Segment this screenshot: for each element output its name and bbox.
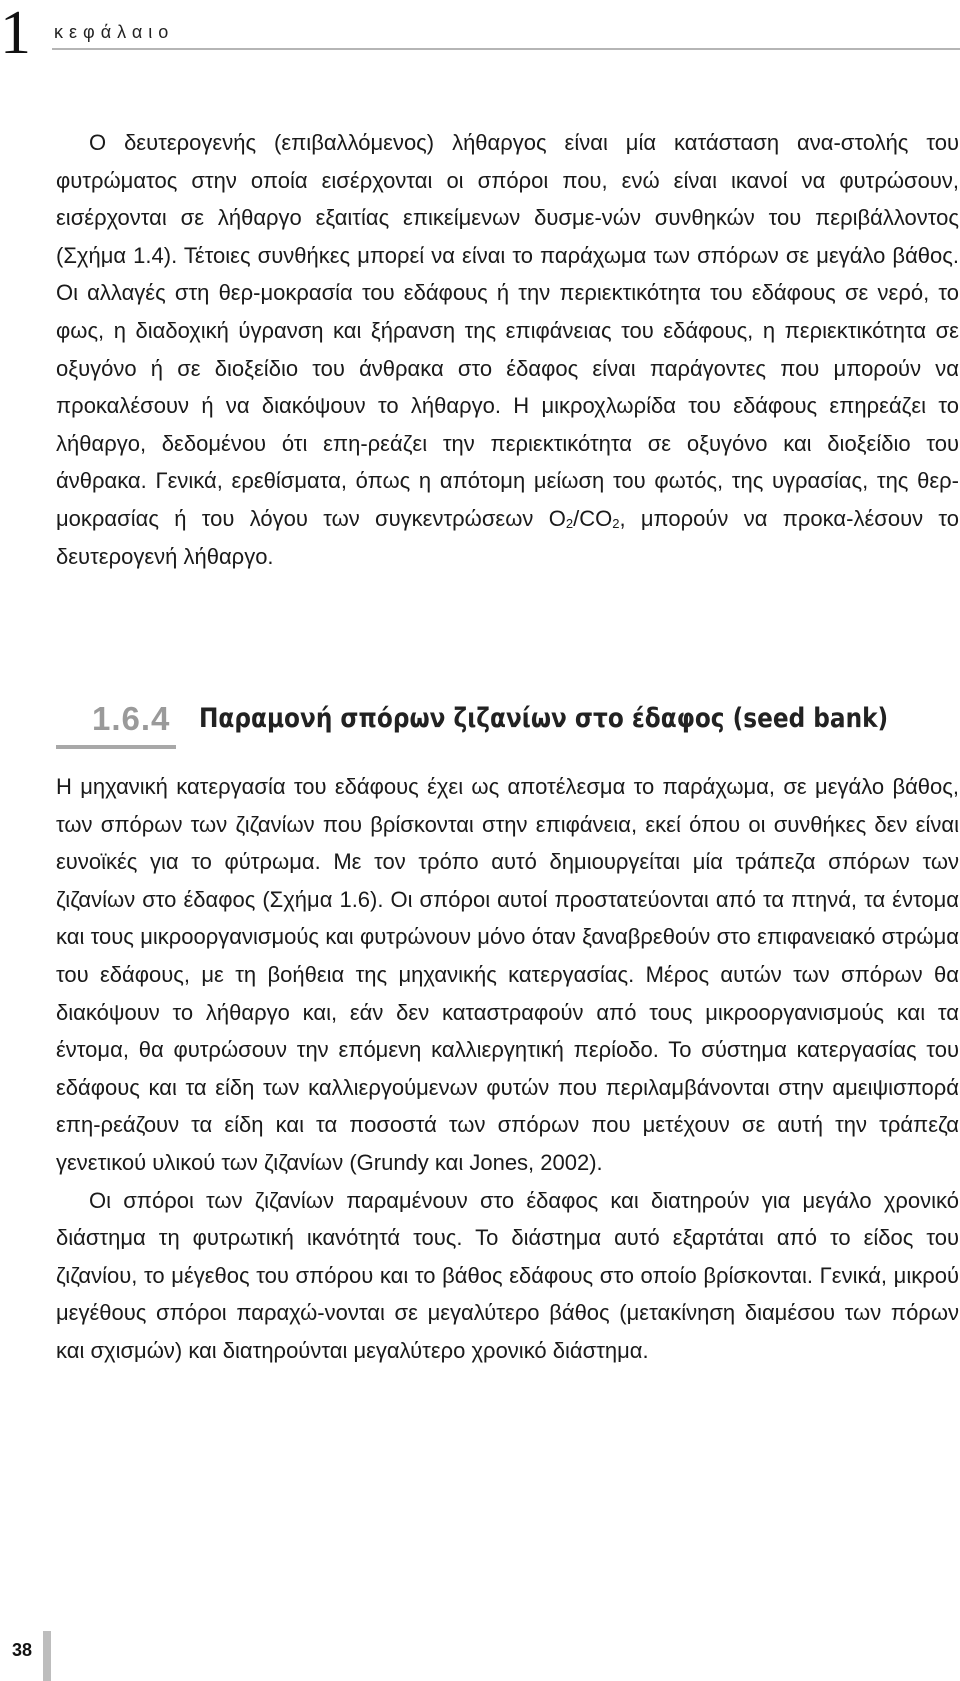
chapter-number: 1 — [0, 0, 31, 67]
header-divider — [52, 48, 960, 50]
page-number: 38 — [12, 1640, 33, 1660]
paragraph-segment: Ο δευτερογενής (επιβαλλόμενος) λήθαργος είναι μία κατάσταση ανα-στολής του φυτρώματος στην οποία εισέρχονται οι σπόροι που, ενώ είναι ικανοί να φυτρώσουν, εισέρχονται σε λήθαργο εξαιτίας επικείμενων δυσμε-νών συνθηκών του περιβάλλοντος (Σχήμα 1.4). Τέτοιες συνθήκες μπορεί να είναι το παράχωμα των σπόρων σε μεγάλο βάθος. Οι αλλαγές στη θερ-μοκρασία του εδάφους ή την περιεκτικότητα του εδάφους σε νερό, το φως, η διαδοχική ύγρανση και ξήρανση της επιφάνειας του εδάφους, η περιεκτικότητα σε οξυγόνο ή σε διοξείδιο του άνθρακα στο έδαφος είναι παράγοντες που μπορούν να προκαλέσουν ή να διακόψουν το λήθαργο. Η μικροχλωρίδα του εδάφους επηρεάζει το λήθαργο, δεδομένου ότι επη-ρεάζει την περιεκτικότητα σε οξυγόνο και διοξείδιο του άνθρακα. Γενικά, ερεθίσματα, όπως η απότομη μείωση του φωτός, της υγρασίας, της θερ-μοκρασίας ή του λόγου των συγκεντρώσεων O — [56, 130, 959, 531]
paragraph-seed-bank: Η μηχανική κατεργασία του εδάφους έχει ως αποτέλεσμα το παράχωμα, σε μεγάλο βάθος, των σπόρων των ζιζανίων που βρίσκονται στην επιφάνεια, εκεί όπου οι συνθήκες δεν είναι ευνοϊκές για το φύτρωμα. Με τον τρόπο αυτό δημιουργείται μία τράπεζα σπόρων των ζιζανίων στο έδαφος (Σχήμα 1.6). Οι σπόροι αυτοί προστατεύονται από τα πτηνά, τα έντομα και τους μικροοργανισμούς και φυτρώνουν μόνο όταν ξαναβρεθούν στο επιφανειακό στρώμα του εδάφους, με τη βοήθεια της μηχανικής κατεργασίας. Μέρος αυτών των σπόρων θα διακόψουν το λήθαργο και, εάν δεν καταστραφούν από τους μικροοργανισμούς και τα έντομα, θα φυτρώσουν την επόμενη καλλιεργητική περίοδο. Το σύστημα κατεργασίας του εδάφους και τα είδη των καλλιεργούμενων φυτών που περιλαμβάνονται στην αμειψισπορά επη-ρεάζουν τα είδη και τα ποσοστά των σπόρων που μετέχουν σε αυτή την τράπεζα γενετικού υλικού των ζιζανίων (Grundy και Jones, 2002). — [56, 774, 959, 1175]
page-number-bar — [43, 1631, 51, 1681]
paragraph-text — [56, 124, 959, 575]
paragraph-seed-persistence: Οι σπόροι των ζιζανίων παραμένουν στο έδαφος και διατηρούν για μεγάλο χρονικό διάστημα τη φυτρωτική ικανότητά τους. Το διάστημα αυτό εξαρτάται από το είδος του ζιζανίου, το μέγεθος του σπόρου και το βάθος εδάφους στο οποίο βρίσκονται. Γενικά, μικρού μεγέθους σπόροι παραχώ-νονται σε μεγαλύτερο βάθος (μετακίνηση διαμέσου των πόρων και σχισμών) και διατηρούνται μεγαλύτερο χρονικό διάστημα. — [56, 1187, 959, 1363]
section-body — [56, 768, 959, 1370]
section-heading — [92, 700, 960, 740]
subscript: 2 — [612, 515, 620, 531]
section-title: Παραμονή σπόρων ζιζανίων στο έδαφος (seed bank) — [199, 703, 889, 734]
paragraph-dormancy — [56, 124, 959, 575]
chapter-label: κεφάλαιο — [54, 22, 175, 42]
section-number: 1.6.4 — [92, 700, 171, 737]
paragraph-segment: , μπορούν να προκα-λέσουν το δευτερογενή λήθαργο. — [56, 505, 960, 569]
section-rule — [56, 745, 176, 749]
subscript: 2 — [565, 515, 574, 531]
paragraph-segment: /CO — [573, 505, 613, 531]
